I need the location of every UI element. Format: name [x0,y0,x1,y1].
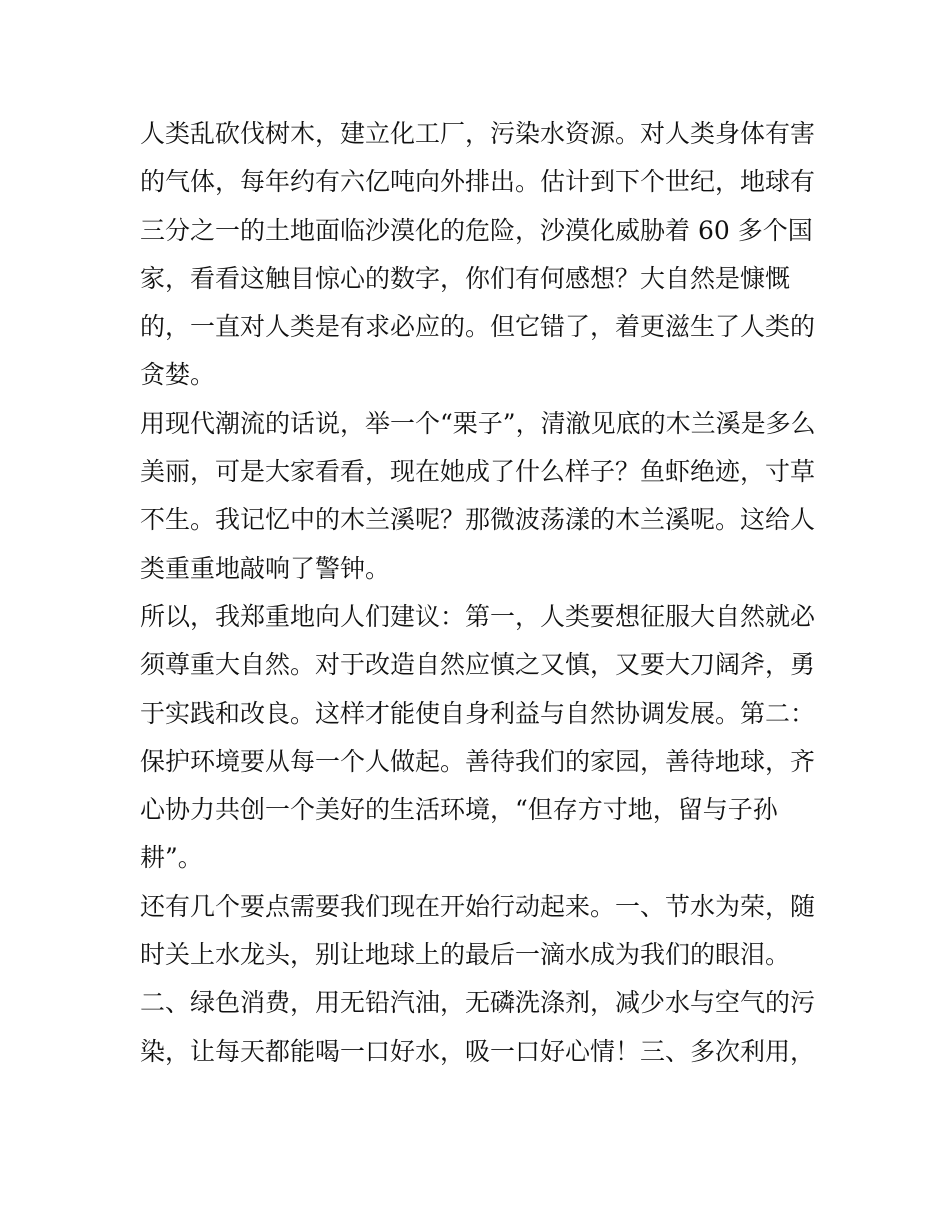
text-line: 家，看看这触目惊心的数字，你们有何感想？大自然是慷慨 [140,263,791,293]
paragraph-1 [140,110,820,400]
text-line: 三分之一的土地面临沙漠化的危险，沙漠化威胁着 60 多个国 [140,215,813,245]
paragraph-3 [140,593,820,883]
text-line: 须尊重大自然。对于改造自然应慎之又慎，又要大刀阔斧，勇 [140,650,816,680]
text-line: 的气体，每年约有六亿吨向外排出。估计到下个世纪，地球有 [140,167,816,197]
document-body [140,110,820,1076]
text-line: 心协力共创一个美好的生活环境，“但存方寸地，留与子孙 [140,795,778,825]
text-line: 的，一直对人类是有求必应的。但它错了，着更滋生了人类的 [140,312,816,342]
text-line: 人类乱砍伐树木，建立化工厂，污染水资源。对人类身体有害 [140,119,816,148]
text-line: 二、绿色消费，用无铅汽油，无磷洗涤剂，减少水与空气的污 [140,988,816,1018]
text-line: 染，让每天都能喝一口好水，吸一口好心情！三、多次利用， [140,1036,816,1066]
paragraph-2 [140,400,820,593]
text-line: 耕”。 [140,843,203,873]
text-line: 保护环境要从每一个人做起。善待我们的家园，善待地球，齐 [140,746,816,776]
text-line: 贪婪。 [140,360,216,390]
paragraph-4 [140,883,820,1076]
text-line: 还有几个要点需要我们现在开始行动起来。一、节水为荣，随 [140,891,816,921]
text-line: 时关上水龙头，别让地球上的最后一滴水成为我们的眼泪。 [140,940,791,970]
text-line: 类重重地敲响了警钟。 [140,553,391,583]
text-line: 用现代潮流的话说，举一个“栗子”，清澈见底的木兰溪是多么 [140,408,816,438]
text-line: 不生。我记忆中的木兰溪呢？那微波荡漾的木兰溪呢。这给人 [140,505,816,535]
text-line: 所以，我郑重地向人们建议：第一，人类要想征服大自然就必 [140,601,816,631]
text-line: 于实践和改良。这样才能使自身利益与自然协调发展。第二： [140,698,816,728]
text-line: 美丽，可是大家看看，现在她成了什么样子？鱼虾绝迹，寸草 [140,457,816,487]
